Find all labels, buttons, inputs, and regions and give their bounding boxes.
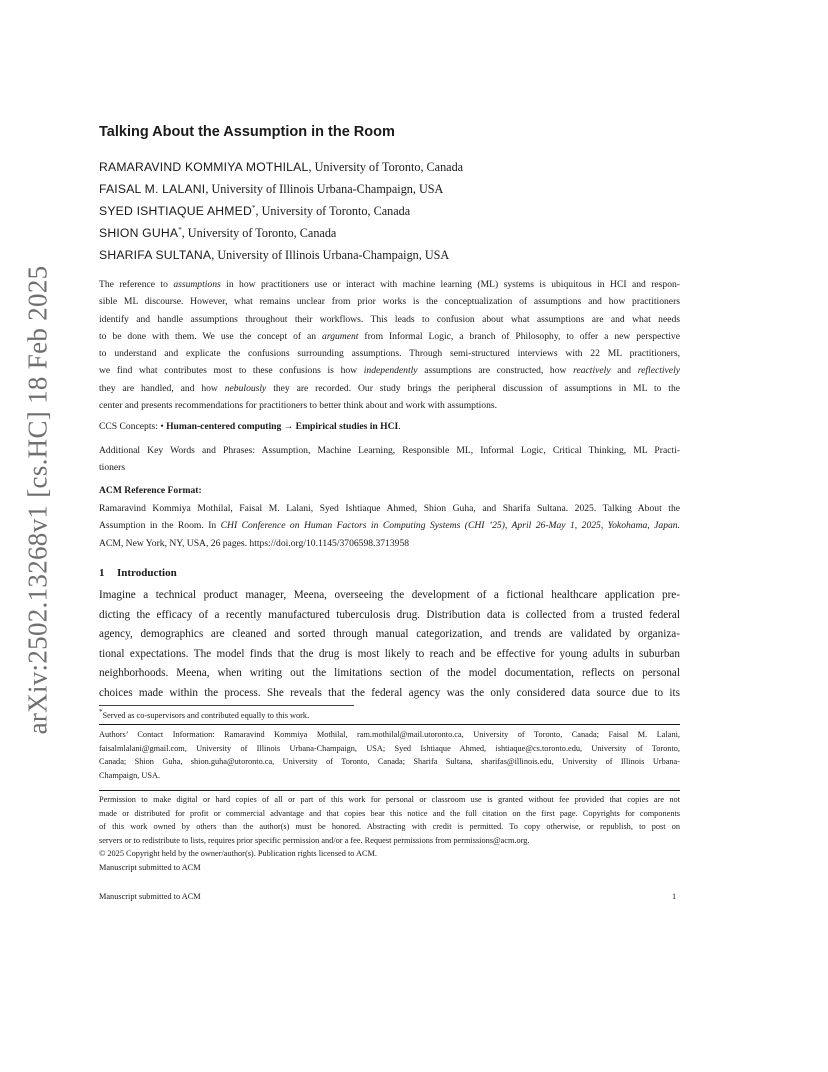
author-contact-information: [99, 728, 680, 782]
author-line: [99, 182, 443, 197]
section-number: 1: [99, 567, 105, 579]
permission-line: of this work owned by others than the author(s) must be honored. Abstracting with credit is permitted. To copy otherwise, or republish, to post on: [99, 822, 680, 832]
body-line: neighborhoods. Meena, when writing out the limitations section of the model documentation, reflects on personal: [99, 667, 680, 679]
footer-manuscript-note: Manuscript submitted to ACM: [99, 892, 201, 901]
keywords-line: tioners: [99, 462, 126, 474]
body-line: tional expectations. The model finds that the drug is most likely to reach and be effective for young adults in suburban: [99, 647, 680, 660]
manuscript-note: Manuscript submitted to ACM: [99, 862, 201, 872]
keywords-line: Additional Key Words and Phrases: Assumption, Machine Learning, Responsible ML, Informal Logic, Critical Thinking, ML Practi-: [99, 445, 680, 456]
abstract-line: they are handled, and how nebulously they are recorded. Our study brings the peripheral discussion of assumptions in ML to the: [99, 382, 680, 394]
acm-reference-line: Assumption in the Room. In CHI Conference on Human Factors in Computing Systems (CHI ’25), April 26-May 1, 2025, Yokohama, Japan.: [99, 520, 680, 532]
author-name: RAMARAVIND KOMMIYA MOTHILAL: [99, 160, 309, 175]
body-line: dicting the efficacy of a recently manufactured tuberculosis drug. Distribution data is collected from a trusted federal: [99, 608, 680, 621]
author-mark: *: [252, 204, 256, 212]
acm-reference-line: ACM, New York, NY, USA, 26 pages. https://doi.org/10.1145/3706598.3713958: [99, 537, 410, 549]
abstract-line: we find what contributes most to these confusions is how independently assumptions are constructed, how reactively and reflectively: [99, 365, 680, 377]
contact-line: faisalmlalani@gmail.com, University of Illinois Urbana-Champaign, USA; Syed Ishtiaque Ahmed, ishtiaque@cs.toronto.edu, University of Toronto,: [99, 743, 680, 753]
section-title: Introduction: [117, 567, 177, 579]
author-line: [99, 204, 410, 219]
contact-line: Canada; Shion Guha, shion.guha@utoronto.ca, University of Toronto, Canada; Sharifa Sultana, sharifas@illinois.edu, University of Illinois Urbana-: [99, 757, 680, 767]
body-line: Imagine a technical product manager, Meena, overseeing the development of a fictional healthcare application pre-: [99, 589, 680, 601]
arxiv-side-stamp: [18, 260, 58, 740]
copyright-line: © 2025 Copyright held by the owner/author(s). Publication rights licensed to ACM.: [99, 849, 377, 859]
body-line: choices made within the process. She reveals that the federal agency was the only considered data source due to its: [99, 686, 680, 699]
keywords: [99, 442, 680, 477]
contact-rule: [99, 724, 680, 725]
arxiv-identifier: arXiv:2502.13268v1 [cs.HC] 18 Feb 2025: [22, 265, 53, 735]
contact-line: Champaign, USA.: [99, 770, 161, 780]
ccs-label: CCS Concepts:: [99, 421, 161, 432]
footnote-mark: *: [99, 709, 103, 716]
ccs-bullet: •: [160, 421, 164, 432]
body-line: agency, demographics are cleaned and sorted through manual categorization, and trends are validated by organiza-: [99, 628, 680, 640]
permission-line: made or distributed for profit or commercial advantage and that copies bear this notice and the full citation on the first page. Copyrights for components: [99, 808, 680, 818]
section-heading: [99, 567, 177, 579]
permission-rule: [99, 790, 680, 791]
author-line: [99, 226, 336, 241]
author-affiliation: , University of Illinois Urbana-Champaign, USA: [205, 182, 444, 197]
permission-line: Permission to make digital or hard copies of all or part of this work for personal or classroom use is granted without fee provided that copies are not: [99, 795, 680, 804]
permission-line: servers or to redistribute to lists, requires prior specific permission and/or a fee. Request permissions from permissions@acm.org.: [99, 835, 530, 845]
permission-notice: [99, 793, 680, 875]
author-name: FAISAL M. LALANI: [99, 182, 206, 197]
abstract-line: center and presents recommendations for practitioners to better think about and work with assumptions.: [99, 400, 498, 412]
abstract-line: identify and handle assumptions throughout their workflows. This leads to confusion about what assumptions are and what needs: [99, 313, 680, 325]
author-affiliation: , University of Toronto, Canada: [181, 226, 337, 241]
paper-title: Talking About the Assumption in the Room: [99, 124, 395, 140]
abstract-line: to understand and explicate the confusions surrounding assumptions. Through semi-structured interviews with 22 ML practitioners,: [99, 348, 680, 360]
abstract-line: sible ML discourse. However, what remains unclear from prior works is the conceptualization of assumptions and how practitioners: [99, 296, 680, 308]
ccs-concepts: CCS Concepts: • Human-centered computing → Empirical studies in HCI.: [99, 421, 401, 432]
contact-line: Authors’ Contact Information: Ramaravind Kommiya Mothilal, ram.mothilal@mail.utoronto.ca, University of Toronto, Canada; Faisal M. Lalani,: [99, 730, 680, 739]
author-name: SHION GUHA: [99, 226, 179, 241]
author-affiliation: , University of Toronto, Canada: [255, 204, 411, 219]
ccs-concept: Human-centered computing → Empirical studies in HCI: [163, 421, 399, 432]
author-line: [99, 248, 449, 263]
author-name: SYED ISHTIAQUE AHMED: [99, 204, 252, 219]
author-line: [99, 160, 463, 175]
author-affiliation: , University of Illinois Urbana-Champaign, USA: [211, 248, 450, 263]
acm-reference-heading: ACM Reference Format:: [99, 485, 202, 496]
abstract: [99, 276, 680, 414]
footnote-text: Served as co-supervisors and contributed equally to this work.: [102, 710, 310, 720]
acm-reference-line: Ramaravind Kommiya Mothilal, Faisal M. Lalani, Syed Ishtiaque Ahmed, Shion Guha, and Sharifa Sultana. 2025. Talking About the: [99, 503, 680, 514]
author-mark: *: [178, 226, 182, 234]
abstract-line: The reference to assumptions in how practitioners use or interact with machine learning (ML) systems is ubiquitous in HCI and respon-: [99, 279, 680, 290]
abstract-line: to be done with them. We use the concept of an argument from Informal Logic, a branch of Philosophy, to offer a new perspective: [99, 330, 680, 342]
acm-reference: [99, 500, 680, 552]
page-number: 1: [672, 892, 677, 901]
footnote: [99, 706, 680, 720]
introduction-paragraph: [99, 586, 680, 703]
author-name: SHARIFA SULTANA: [99, 248, 212, 263]
author-affiliation: , University of Toronto, Canada: [308, 160, 464, 175]
